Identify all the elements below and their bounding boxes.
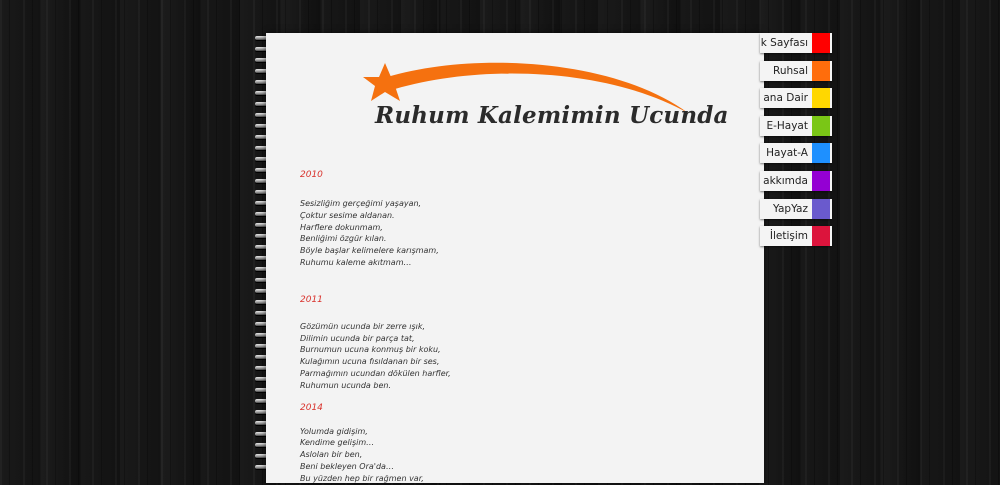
- nav-color-tab: [812, 143, 830, 163]
- nav-item-label: YapYaz: [773, 202, 808, 215]
- nav-item-label: E-Hayat: [766, 119, 808, 132]
- nav-item-label: akkımda: [763, 174, 808, 187]
- nav-color-tab: [812, 88, 830, 108]
- nav-color-tab: [812, 33, 830, 53]
- poem-year: 2011: [300, 294, 323, 305]
- poem-lines: [300, 426, 740, 485]
- poem-line: Parmağımın ucundan dökülen harfler,: [300, 368, 451, 378]
- nav-item-label: Hayat-A: [766, 147, 808, 160]
- site-title[interactable]: Ruhum Kalemimin Ucunda: [375, 102, 729, 129]
- poem-line: Benliğimi özgür kılan.: [300, 234, 387, 244]
- nav-item-dair[interactable]: [760, 88, 832, 108]
- poem-year: 2014: [300, 402, 323, 413]
- poem-line: Yolumda gidişim,: [300, 426, 368, 436]
- nav-color-tab: [812, 61, 830, 81]
- nav-item-ruhsal[interactable]: [760, 61, 832, 81]
- nav-item-hayat-a[interactable]: [760, 143, 832, 163]
- poem-block: [300, 402, 740, 485]
- nav-color-tab: [812, 116, 830, 136]
- poem-block: [300, 294, 740, 392]
- nav-item-e-hayat[interactable]: [760, 116, 832, 136]
- nav-item-label: Ruhsal: [773, 64, 808, 77]
- poem-line: Böyle başlar kelimelere karışmam,: [300, 246, 439, 256]
- poem-content: [300, 169, 740, 485]
- poem-line: Çoktur sesime aldanan.: [300, 210, 395, 220]
- poem-line: Kulağımın ucuna fısıldanan bir ses,: [300, 357, 440, 367]
- poem-lines: [300, 321, 740, 392]
- poem-line: Bu yüzden hep bir rağmen var,: [300, 473, 424, 483]
- poem-line: Ruhumun ucunda ben.: [300, 380, 391, 390]
- poem-line: Gözümün ucunda bir zerre ışık,: [300, 321, 426, 331]
- poem-line: Beni bekleyen Ora'da…: [300, 461, 394, 471]
- poem-lines: [300, 198, 740, 269]
- main-nav: [760, 33, 832, 263]
- poem-line: Ruhumu kaleme akıtmam…: [300, 257, 412, 267]
- nav-item-label: İletişim: [769, 230, 808, 243]
- nav-color-tab: [812, 171, 830, 191]
- nav-item-hakkimda[interactable]: [760, 171, 832, 191]
- nav-color-tab: [812, 226, 830, 246]
- nav-item-iletisim[interactable]: [760, 226, 832, 246]
- nav-item-label: k Sayfası: [760, 37, 808, 49]
- poem-line: Sesizliğim gerçeğimi yaşayan,: [300, 199, 422, 208]
- nav-item-home[interactable]: [760, 33, 832, 53]
- poem-line: Dilimin ucunda bir parça tat,: [300, 333, 415, 343]
- nav-item-label: ana Dair: [763, 92, 808, 105]
- poem-line: Kendime gelişim…: [300, 438, 375, 448]
- nav-item-yapyaz[interactable]: [760, 199, 832, 219]
- poem-line: Harflere dokunmam,: [300, 222, 383, 232]
- poem-block: [300, 169, 740, 269]
- poem-line: Aslolan bir ben,: [300, 450, 363, 460]
- nav-color-tab: [812, 199, 830, 219]
- poem-year: 2010: [300, 170, 323, 180]
- poem-line: Burnumun ucuna konmuş bir koku,: [300, 345, 441, 355]
